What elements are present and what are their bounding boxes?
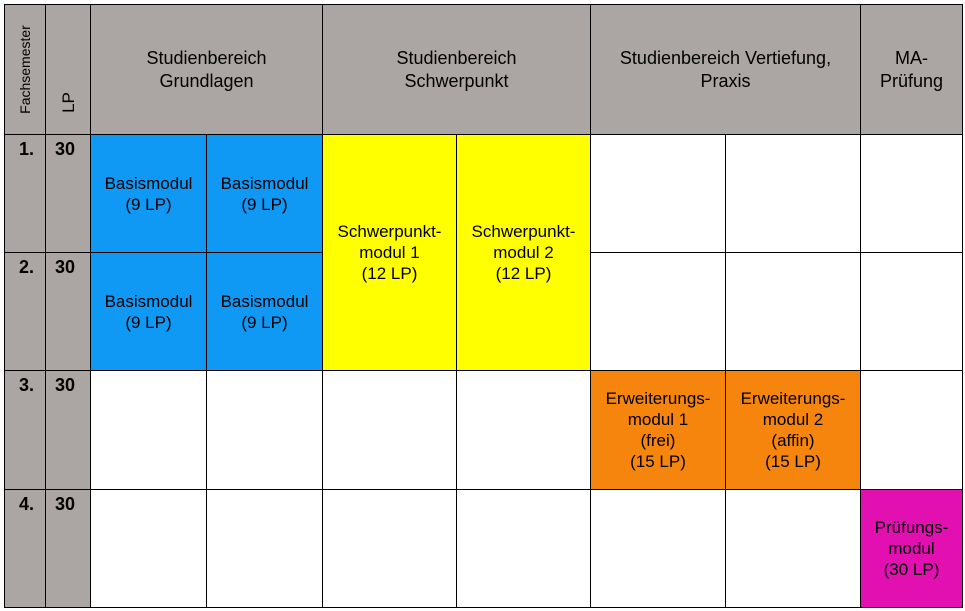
empty-cell bbox=[725, 252, 861, 371]
empty-cell bbox=[725, 134, 861, 253]
empty-cell bbox=[860, 252, 963, 371]
header-schwerpunkt: Studienbereich Schwerpunkt bbox=[322, 4, 591, 135]
empty-cell bbox=[206, 370, 323, 490]
semester-4-lp: 30 bbox=[45, 489, 91, 608]
empty-cell bbox=[725, 489, 861, 608]
empty-cell bbox=[90, 489, 207, 608]
empty-cell bbox=[206, 489, 323, 608]
header-ma-pruefung: MA- Prüfung bbox=[860, 4, 963, 135]
basismodul-2a: Basismodul (9 LP) bbox=[90, 252, 207, 371]
empty-cell bbox=[860, 134, 963, 253]
empty-cell bbox=[456, 370, 591, 490]
semester-1-label: 1. bbox=[4, 134, 46, 253]
basismodul-1a: Basismodul (9 LP) bbox=[90, 134, 207, 253]
empty-cell bbox=[590, 134, 726, 253]
basismodul-2b: Basismodul (9 LP) bbox=[206, 252, 323, 371]
empty-cell bbox=[456, 489, 591, 608]
header-fachsemester-label: Fachsemester bbox=[16, 25, 33, 114]
semester-1-lp: 30 bbox=[45, 134, 91, 253]
pruefungsmodul: Prüfungs- modul (30 LP) bbox=[860, 489, 963, 608]
header-vertiefung-praxis: Studienbereich Vertiefung, Praxis bbox=[590, 4, 861, 135]
semester-3-lp: 30 bbox=[45, 370, 91, 490]
empty-cell bbox=[860, 370, 963, 490]
schwerpunktmodul-1: Schwerpunkt- modul 1 (12 LP) bbox=[322, 134, 457, 371]
empty-cell bbox=[322, 489, 457, 608]
erweiterungsmodul-1: Erweiterungs- modul 1 (frei) (15 LP) bbox=[590, 370, 726, 490]
basismodul-1b: Basismodul (9 LP) bbox=[206, 134, 323, 253]
header-fachsemester bbox=[4, 4, 46, 135]
empty-cell bbox=[322, 370, 457, 490]
empty-cell bbox=[590, 252, 726, 371]
semester-4-label: 4. bbox=[4, 489, 46, 608]
empty-cell bbox=[90, 370, 207, 490]
header-lp-label: LP bbox=[58, 92, 78, 113]
empty-cell bbox=[590, 489, 726, 608]
header-lp bbox=[45, 4, 91, 135]
schwerpunktmodul-2: Schwerpunkt- modul 2 (12 LP) bbox=[456, 134, 591, 371]
erweiterungsmodul-2: Erweiterungs- modul 2 (affin) (15 LP) bbox=[725, 370, 861, 490]
semester-3-label: 3. bbox=[4, 370, 46, 490]
semester-2-lp: 30 bbox=[45, 252, 91, 371]
header-grundlagen: Studienbereich Grundlagen bbox=[90, 4, 323, 135]
semester-2-label: 2. bbox=[4, 252, 46, 371]
